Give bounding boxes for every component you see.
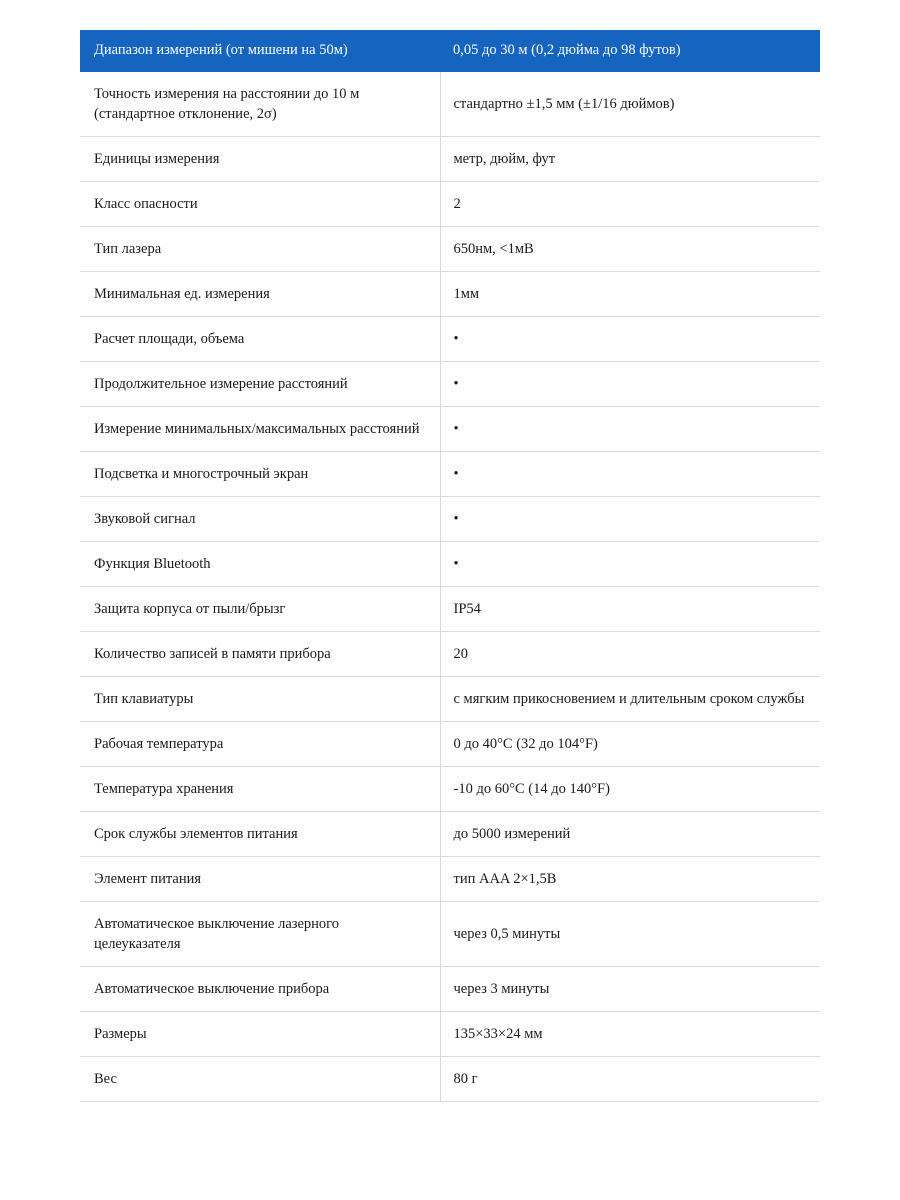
row-label-cell: Защита корпуса от пыли/брызг <box>80 586 440 631</box>
table-row <box>80 136 820 181</box>
row-value-cell: • <box>440 541 820 586</box>
row-label-cell: Измерение минимальных/максимальных расстояний <box>80 406 440 451</box>
row-value-cell: -10 до 60°C (14 до 140°F) <box>440 766 820 811</box>
row-label-cell: Функция Bluetooth <box>80 541 440 586</box>
table-row <box>80 271 820 316</box>
row-label-cell: Продолжительное измерение расстояний <box>80 361 440 406</box>
row-label-cell: Точность измерения на расстоянии до 10 м (стандартное отклонение, 2σ) <box>80 72 440 137</box>
row-label-cell: Элемент питания <box>80 856 440 901</box>
row-value-cell: 1мм <box>440 271 820 316</box>
row-value-cell: 80 г <box>440 1056 820 1101</box>
row-label-cell: Размеры <box>80 1011 440 1056</box>
row-label-cell: Температура хранения <box>80 766 440 811</box>
table-row <box>80 226 820 271</box>
table-row <box>80 676 820 721</box>
table-row <box>80 72 820 137</box>
table-row <box>80 811 820 856</box>
table-row <box>80 406 820 451</box>
table-row <box>80 181 820 226</box>
row-label-cell: Единицы измерения <box>80 136 440 181</box>
row-label-cell: Подсветка и многострочный экран <box>80 451 440 496</box>
row-value-cell: • <box>440 361 820 406</box>
table-row <box>80 586 820 631</box>
specifications-table <box>80 30 820 1102</box>
table-row <box>80 496 820 541</box>
table-row <box>80 541 820 586</box>
header-label-cell: Диапазон измерений (от мишени на 50м) <box>80 30 440 72</box>
table-row <box>80 856 820 901</box>
row-label-cell: Вес <box>80 1056 440 1101</box>
table-row <box>80 451 820 496</box>
row-value-cell: через 0,5 минуты <box>440 901 820 966</box>
row-label-cell: Тип лазера <box>80 226 440 271</box>
row-value-cell: 135×33×24 мм <box>440 1011 820 1056</box>
row-label-cell: Класс опасности <box>80 181 440 226</box>
row-label-cell: Тип клавиатуры <box>80 676 440 721</box>
table-row <box>80 361 820 406</box>
header-value-cell: 0,05 до 30 м (0,2 дюйма до 98 футов) <box>440 30 820 72</box>
table-row <box>80 316 820 361</box>
row-value-cell: с мягким прикосновением и длительным сроком службы <box>440 676 820 721</box>
table-row <box>80 901 820 966</box>
row-label-cell: Рабочая температура <box>80 721 440 766</box>
row-value-cell: • <box>440 316 820 361</box>
row-label-cell: Автоматическое выключение прибора <box>80 966 440 1011</box>
row-label-cell: Минимальная ед. измерения <box>80 271 440 316</box>
row-value-cell: 20 <box>440 631 820 676</box>
table-body <box>80 72 820 1102</box>
table-row <box>80 966 820 1011</box>
row-value-cell: • <box>440 496 820 541</box>
table-row <box>80 721 820 766</box>
row-label-cell: Автоматическое выключение лазерного целеуказателя <box>80 901 440 966</box>
row-value-cell: метр, дюйм, фут <box>440 136 820 181</box>
row-value-cell: до 5000 измерений <box>440 811 820 856</box>
row-label-cell: Расчет площади, объема <box>80 316 440 361</box>
row-label-cell: Звуковой сигнал <box>80 496 440 541</box>
table-row <box>80 631 820 676</box>
row-label-cell: Срок службы элементов питания <box>80 811 440 856</box>
row-value-cell: стандартно ±1,5 мм (±1/16 дюймов) <box>440 72 820 137</box>
row-value-cell: • <box>440 451 820 496</box>
row-value-cell: • <box>440 406 820 451</box>
table-row <box>80 1056 820 1101</box>
table-row <box>80 766 820 811</box>
row-value-cell: 0 до 40°C (32 до 104°F) <box>440 721 820 766</box>
row-label-cell: Количество записей в памяти прибора <box>80 631 440 676</box>
row-value-cell: IP54 <box>440 586 820 631</box>
row-value-cell: тип AAA 2×1,5В <box>440 856 820 901</box>
table-row <box>80 1011 820 1056</box>
row-value-cell: 2 <box>440 181 820 226</box>
table-header-row <box>80 30 820 72</box>
row-value-cell: через 3 минуты <box>440 966 820 1011</box>
row-value-cell: 650нм, <1мВ <box>440 226 820 271</box>
